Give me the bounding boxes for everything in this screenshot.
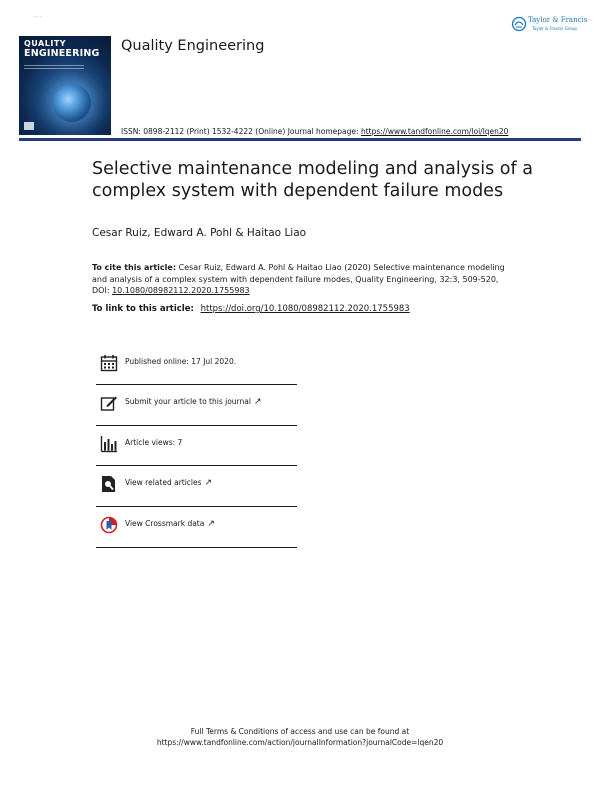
citation-label: To cite this article: <box>92 263 177 272</box>
journal-cover[interactable] <box>19 36 111 135</box>
footer-terms-text: Full Terms & Conditions of access and use can be found at <box>190 727 410 736</box>
crossmark-link[interactable] <box>125 519 215 529</box>
corner-mark: ... <box>34 12 43 19</box>
citation-doi-link[interactable]: 10.1080/08982112.2020.1755983 <box>112 286 250 295</box>
article-views-text: Article views: 7 <box>125 438 183 447</box>
cover-title-line2: ENGINEERING <box>24 48 100 59</box>
external-link-icon: ↗ <box>253 397 262 407</box>
cover-title <box>24 39 100 59</box>
article-authors: Cesar Ruiz, Edward A. Pohl & Haitao Liao <box>92 227 307 239</box>
publisher-emblem-icon <box>511 16 527 32</box>
citation-block <box>92 262 512 297</box>
external-link-icon: ↗ <box>207 519 215 529</box>
article-doi-url-link[interactable]: https://doi.org/10.1080/08982112.2020.1755983 <box>200 304 410 314</box>
published-online-text: Published online: 17 Jul 2020. <box>125 357 237 366</box>
info-row-published <box>96 345 297 385</box>
issn-text: ISSN: 0898-2112 (Print) 1532-4222 (Online) Journal homepage: <box>121 127 359 136</box>
external-link-icon: ↗ <box>204 478 213 488</box>
calendar-icon <box>100 354 118 372</box>
cover-publisher-logo <box>24 122 34 130</box>
related-articles-link[interactable] <box>125 478 212 488</box>
cover-title-line1: QUALITY <box>24 39 67 48</box>
submit-article-label: Submit your article to this journal <box>125 397 251 406</box>
crossmark-label: View Crossmark data <box>125 519 205 528</box>
row-divider <box>96 547 297 548</box>
info-row-related[interactable] <box>96 466 297 506</box>
article-title: Selective maintenance modeling and analysis of a complex system with dependent failure modes <box>92 159 533 201</box>
publisher-name: Taylor & Francis <box>528 16 588 24</box>
journal-homepage-link[interactable]: https://www.tandfonline.com/loi/lqen20 <box>360 127 509 136</box>
submit-icon <box>100 394 118 412</box>
journal-name[interactable]: Quality Engineering <box>121 38 265 54</box>
article-link-label: To link to this article: <box>92 304 194 314</box>
publisher-logo[interactable] <box>511 16 588 40</box>
info-row-submit[interactable] <box>96 385 297 425</box>
info-row-views <box>96 426 297 466</box>
footer-terms-link[interactable]: https://www.tandfonline.com/action/journalInformation?journalCode=lqen20 <box>156 738 444 747</box>
article-link-block <box>92 304 410 314</box>
bar-chart-icon <box>100 435 118 453</box>
header-divider <box>19 138 581 141</box>
terms-footer <box>0 726 600 748</box>
citation-text: Cesar Ruiz, Edward A. Pohl & Haitao Liao (2020) Selective maintenance modeling and analysis of a complex system with dependent failure modes, Quality Engineering, 32:3, 509-520, DOI: <box>92 263 505 295</box>
info-row-crossmark[interactable] <box>96 507 297 547</box>
search-icon <box>100 475 118 493</box>
issn-line <box>121 127 508 136</box>
publisher-subtitle: Taylor & Francis Group <box>532 26 577 31</box>
cover-globe-image <box>53 84 91 122</box>
submit-article-link[interactable] <box>125 397 262 407</box>
related-articles-label: View related articles <box>125 478 202 487</box>
crossmark-icon <box>100 516 118 534</box>
cover-subtitle-lines <box>24 65 84 73</box>
